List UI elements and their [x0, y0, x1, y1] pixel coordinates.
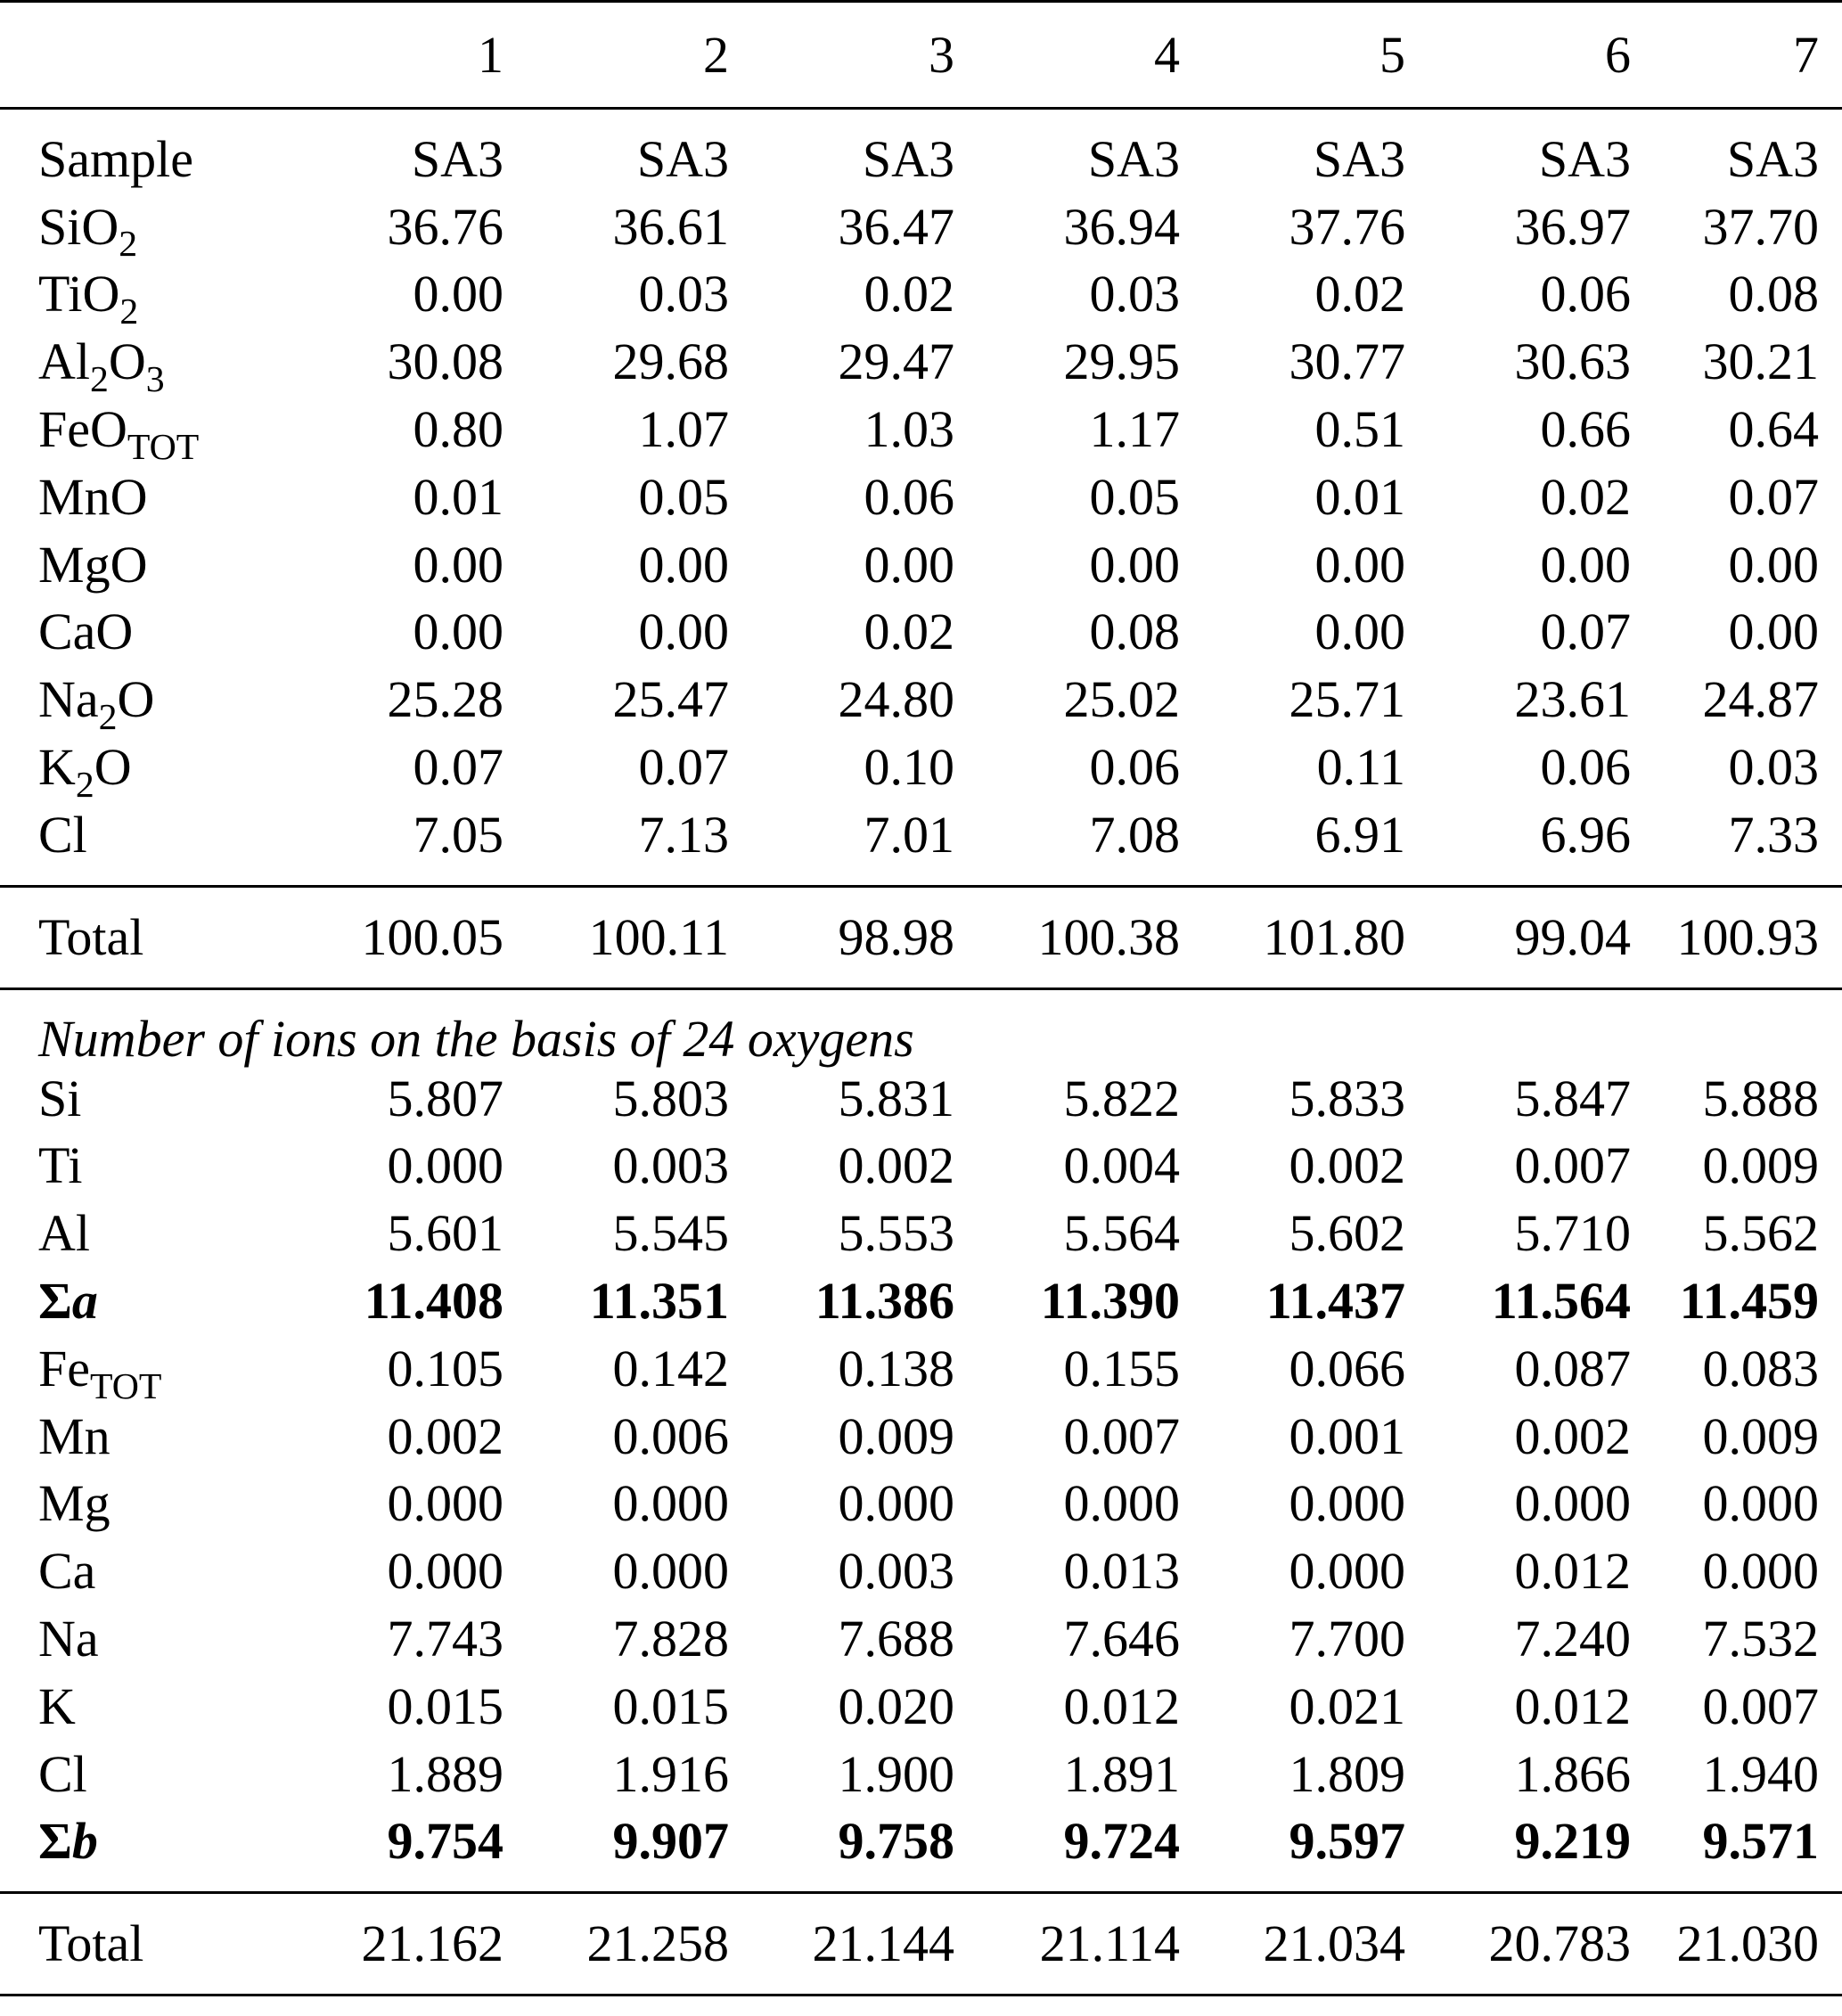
table-row	[0, 1335, 1842, 1403]
table-cell: 0.009	[1702, 1136, 1819, 1195]
table-cell: 1.940	[1702, 1744, 1819, 1803]
table-cell: 11.408	[364, 1272, 503, 1331]
table-cell: 7.532	[1702, 1610, 1819, 1668]
table-cell: 0.07	[413, 738, 503, 797]
row-label	[0, 1065, 278, 1133]
row-label	[0, 1471, 278, 1538]
table-cell: 0.015	[612, 1676, 729, 1735]
spacer	[0, 109, 1842, 127]
row-label	[0, 801, 278, 869]
row-label	[0, 1537, 278, 1605]
spacer	[0, 869, 1842, 887]
table-cell: 0.142	[612, 1339, 729, 1397]
table-row	[0, 261, 1842, 329]
table-cell: 24.80	[838, 670, 954, 729]
table-cell: 36.47	[838, 197, 954, 256]
table-cell: SA3	[1726, 129, 1819, 188]
table-cell: 0.03	[1728, 738, 1819, 797]
table-cell: 0.06	[864, 467, 954, 526]
table-cell: 100.11	[503, 886, 729, 988]
table-cell: 30.63	[1514, 332, 1631, 391]
label-subscript: 2	[119, 291, 139, 333]
column-header: 5	[1180, 2, 1405, 109]
table-cell: 7.01	[864, 805, 954, 864]
table-cell: 7.700	[1289, 1610, 1405, 1668]
table-cell: 0.00	[864, 535, 954, 594]
table-cell: 21.030	[1631, 1893, 1842, 1996]
label-main: Ca	[38, 1542, 96, 1601]
table-cell: 37.76	[1289, 197, 1405, 256]
label-main: Al	[38, 1204, 90, 1263]
table-cell: 5.710	[1514, 1204, 1631, 1263]
table-cell: 36.97	[1514, 197, 1631, 256]
table-cell: 9.754	[387, 1812, 503, 1871]
label-main: SiO	[38, 197, 119, 256]
table-row	[0, 599, 1842, 667]
table-cell: 0.000	[1289, 1474, 1405, 1533]
label-main: K	[38, 738, 76, 797]
label-subscript: 2	[119, 224, 138, 266]
table-cell: 0.066	[1289, 1339, 1405, 1397]
table-cell: 11.390	[1040, 1272, 1180, 1331]
table-cell: 0.00	[1314, 535, 1405, 594]
table-row	[0, 1403, 1842, 1471]
table-cell: 5.545	[612, 1204, 729, 1263]
spacer-row	[0, 1875, 1842, 1893]
table-cell: 100.38	[954, 886, 1180, 988]
label-subscript: 2	[98, 697, 118, 739]
row-label	[0, 733, 278, 806]
row-label	[0, 1267, 278, 1335]
table-cell: 36.94	[1063, 197, 1180, 256]
table-cell: 0.01	[1314, 467, 1405, 526]
table-row	[0, 1471, 1842, 1538]
row-label	[0, 1403, 278, 1471]
table-cell: 0.000	[1063, 1474, 1180, 1533]
row-label	[0, 1335, 278, 1407]
table-cell: 0.138	[838, 1339, 954, 1397]
table-cell: 0.000	[1702, 1542, 1819, 1601]
table-cell: 0.00	[413, 265, 503, 324]
table-row	[0, 463, 1842, 531]
table-cell: 0.02	[1314, 265, 1405, 324]
column-header: 2	[503, 2, 729, 109]
column-header: 6	[1405, 2, 1631, 109]
table-cell: 0.02	[864, 602, 954, 661]
table-cell: 5.822	[1063, 1069, 1180, 1127]
label-main: Mn	[38, 1406, 111, 1465]
table-cell: 0.009	[1702, 1406, 1819, 1465]
total-label: Total	[0, 886, 278, 988]
table-row	[0, 1065, 1842, 1133]
table-cell: SA3	[1538, 129, 1631, 188]
table-cell: 30.21	[1702, 332, 1819, 391]
row-label	[0, 463, 278, 531]
label-subscript: 2	[90, 359, 109, 401]
row-label	[0, 1673, 278, 1741]
table-cell: 9.219	[1514, 1812, 1631, 1871]
table-cell: 25.02	[1063, 670, 1180, 729]
table-cell: 1.03	[864, 400, 954, 459]
table-cell: 30.77	[1289, 332, 1405, 391]
table-cell: 1.891	[1063, 1744, 1180, 1803]
table-cell: 0.002	[387, 1406, 503, 1465]
table-cell: 0.012	[1514, 1676, 1631, 1735]
table-cell: 0.007	[1514, 1136, 1631, 1195]
spacer-row	[0, 869, 1842, 887]
table-cell: 1.17	[1089, 400, 1180, 459]
label-subscript: 2	[75, 764, 94, 806]
table-cell: SA3	[411, 129, 503, 188]
table-cell: 0.00	[638, 602, 729, 661]
table-cell: 0.009	[838, 1406, 954, 1465]
row-label	[0, 531, 278, 599]
table-cell: 1.916	[612, 1744, 729, 1803]
label-main: FeO	[38, 400, 127, 459]
table-cell: 0.00	[1089, 535, 1180, 594]
header-blank	[0, 2, 278, 109]
table-row	[0, 328, 1842, 396]
label-main: TiO	[38, 265, 120, 324]
table-cell: 0.012	[1063, 1676, 1180, 1735]
table-cell: 29.68	[612, 332, 729, 391]
table-cell: 0.000	[612, 1542, 729, 1601]
table-cell: 0.06	[1089, 738, 1180, 797]
sigma-symbol: Σ	[38, 1272, 72, 1331]
table-cell: 29.47	[838, 332, 954, 391]
label-tail: O	[108, 332, 146, 391]
row-label	[0, 396, 278, 468]
table-row	[0, 733, 1842, 801]
label-main: MgO	[38, 535, 148, 594]
row-label	[0, 1741, 278, 1808]
table-cell: 0.00	[1728, 535, 1819, 594]
table-cell: 0.08	[1728, 265, 1819, 324]
table-cell: 9.571	[1702, 1812, 1819, 1871]
table-row	[0, 193, 1842, 261]
table-cell: 5.888	[1702, 1069, 1819, 1127]
table-cell: 98.98	[729, 886, 954, 988]
label-main: Si	[38, 1069, 82, 1127]
table-cell: 0.020	[838, 1676, 954, 1735]
table-row	[0, 396, 1842, 463]
table-cell: 5.831	[838, 1069, 954, 1127]
table-row	[0, 1133, 1842, 1201]
table-cell: 0.64	[1728, 400, 1819, 459]
table-cell: 25.28	[387, 670, 503, 729]
oxide-total-row	[0, 886, 1842, 988]
table-cell: 0.10	[864, 738, 954, 797]
row-label	[0, 599, 278, 667]
table-cell: 9.907	[612, 1812, 729, 1871]
table-cell: 0.80	[413, 400, 503, 459]
table-cell: 37.70	[1702, 197, 1819, 256]
table-cell: 7.05	[413, 805, 503, 864]
table-cell: 0.00	[1728, 602, 1819, 661]
row-label	[0, 1200, 278, 1267]
table-cell: 0.00	[1314, 602, 1405, 661]
table-cell: 0.087	[1514, 1339, 1631, 1397]
table-cell: 1.900	[838, 1744, 954, 1803]
table-cell: 0.08	[1089, 602, 1180, 661]
table-cell: 0.06	[1540, 738, 1631, 797]
row-label	[0, 666, 278, 739]
table-cell: 0.000	[1514, 1474, 1631, 1533]
table-cell: 0.00	[1540, 535, 1631, 594]
table-row	[0, 1605, 1842, 1673]
ions-total-row	[0, 1893, 1842, 1996]
table-cell: 23.61	[1514, 670, 1631, 729]
label-tail: O	[117, 670, 155, 729]
spacer	[0, 1875, 1842, 1893]
table-cell: 0.083	[1702, 1339, 1819, 1397]
sum-variable: b	[71, 1812, 98, 1871]
table-cell: 21.258	[503, 1893, 729, 1996]
table-cell: 99.04	[1405, 886, 1631, 988]
table-cell: 0.000	[838, 1474, 954, 1533]
sum-variable: a	[71, 1272, 98, 1331]
table-cell: 7.13	[638, 805, 729, 864]
table-cell: 5.553	[838, 1204, 954, 1263]
row-label	[0, 328, 278, 401]
table-cell: 0.015	[387, 1676, 503, 1735]
table-cell: 7.08	[1089, 805, 1180, 864]
table-cell: SA3	[636, 129, 729, 188]
column-header: 1	[278, 2, 503, 109]
table-cell: 25.71	[1289, 670, 1405, 729]
table-cell: 0.105	[387, 1339, 503, 1397]
table-row	[0, 1673, 1842, 1741]
table-cell: 21.034	[1180, 1893, 1405, 1996]
table-cell: 7.688	[838, 1610, 954, 1668]
table-cell: 0.03	[638, 265, 729, 324]
column-header: 7	[1631, 2, 1842, 109]
table-cell: 0.002	[1514, 1406, 1631, 1465]
table-cell: 7.646	[1063, 1610, 1180, 1668]
table-cell: 21.144	[729, 1893, 954, 1996]
table-cell: SA3	[1313, 129, 1405, 188]
table-cell: 0.021	[1289, 1676, 1405, 1735]
table-cell: 101.80	[1180, 886, 1405, 988]
table-cell: 5.803	[612, 1069, 729, 1127]
table-cell: 0.000	[387, 1474, 503, 1533]
table-row	[0, 801, 1842, 869]
table-cell: 5.602	[1289, 1204, 1405, 1263]
label-subscript: TOT	[127, 426, 200, 468]
label-main: Al	[38, 332, 90, 391]
table-cell: 9.724	[1063, 1812, 1180, 1871]
table-cell: 0.00	[413, 602, 503, 661]
table-cell: 7.828	[612, 1610, 729, 1668]
label-main: CaO	[38, 602, 134, 661]
table-cell: 36.76	[387, 197, 503, 256]
table-cell: 0.11	[1316, 738, 1405, 797]
row-label	[0, 126, 278, 193]
label-main: Cl	[38, 805, 87, 864]
table-cell: 0.00	[638, 535, 729, 594]
sum-row	[0, 1267, 1842, 1335]
table-cell: 0.003	[838, 1542, 954, 1601]
table-row	[0, 531, 1842, 599]
table-cell: 5.564	[1063, 1204, 1180, 1263]
column-header: 4	[954, 2, 1180, 109]
table-cell: 9.597	[1289, 1812, 1405, 1871]
row-label	[0, 1133, 278, 1201]
table-cell: 0.013	[1063, 1542, 1180, 1601]
label-subscript: TOT	[90, 1365, 162, 1407]
label-tail: O	[94, 738, 132, 797]
table-cell: 0.03	[1089, 265, 1180, 324]
table-cell: 7.240	[1514, 1610, 1631, 1668]
table-cell: 0.007	[1702, 1676, 1819, 1735]
table-cell: 0.66	[1540, 400, 1631, 459]
table-row	[0, 126, 1842, 193]
table-cell: 0.00	[413, 535, 503, 594]
table-row	[0, 666, 1842, 733]
table-cell: 7.33	[1728, 805, 1819, 864]
column-header: 3	[729, 2, 954, 109]
spacer-row	[0, 109, 1842, 127]
label-main: K	[38, 1676, 76, 1735]
table-cell: 0.07	[1728, 467, 1819, 526]
table-cell: 0.51	[1314, 400, 1405, 459]
table-cell: 0.001	[1289, 1406, 1405, 1465]
label-main: Sample	[38, 129, 193, 188]
table-cell: 5.847	[1514, 1069, 1631, 1127]
table-cell: SA3	[1087, 129, 1180, 188]
table-cell: 36.61	[612, 197, 729, 256]
header-row	[0, 2, 1842, 109]
table-cell: 21.114	[954, 1893, 1180, 1996]
label-main: Fe	[38, 1339, 90, 1397]
table-cell: SA3	[862, 129, 954, 188]
table-cell: 0.000	[1702, 1474, 1819, 1533]
table-cell: 0.007	[1063, 1406, 1180, 1465]
table-cell: 29.95	[1063, 332, 1180, 391]
label-main: Na	[38, 670, 99, 729]
table-cell: 0.003	[612, 1136, 729, 1195]
table-cell: 1.889	[387, 1744, 503, 1803]
table-cell: 0.000	[612, 1474, 729, 1533]
label-main: Ti	[38, 1136, 83, 1195]
table-cell: 24.87	[1702, 670, 1819, 729]
table-cell: 0.07	[1540, 602, 1631, 661]
table-cell: 11.437	[1265, 1272, 1405, 1331]
table-cell: 0.004	[1063, 1136, 1180, 1195]
table-cell: 0.01	[413, 467, 503, 526]
row-label	[0, 1605, 278, 1673]
table-row	[0, 1200, 1842, 1267]
table-cell: 25.47	[612, 670, 729, 729]
table-cell: 0.000	[387, 1542, 503, 1601]
table-cell: 0.155	[1063, 1339, 1180, 1397]
table-cell: 7.743	[387, 1610, 503, 1668]
table-cell: 30.08	[387, 332, 503, 391]
table-cell: 100.05	[278, 886, 503, 988]
total-label: Total	[0, 1893, 278, 1996]
table-cell: 6.91	[1314, 805, 1405, 864]
table-cell: 11.564	[1491, 1272, 1631, 1331]
table-cell: 20.783	[1405, 1893, 1631, 1996]
table-cell: 100.93	[1631, 886, 1842, 988]
table-cell: 5.601	[387, 1204, 503, 1263]
sigma-symbol: Σ	[38, 1812, 72, 1871]
table-cell: 6.96	[1540, 805, 1631, 864]
table-cell: 9.758	[838, 1812, 954, 1871]
table-cell: 0.002	[1289, 1136, 1405, 1195]
table-cell: 0.07	[638, 738, 729, 797]
table-cell: 1.07	[638, 400, 729, 459]
table-cell: 0.006	[612, 1406, 729, 1465]
table-cell: 0.05	[638, 467, 729, 526]
table-cell: 5.833	[1289, 1069, 1405, 1127]
table-row	[0, 1741, 1842, 1808]
table-cell: 1.866	[1514, 1744, 1631, 1803]
table-cell: 11.351	[589, 1272, 729, 1331]
table-cell: 0.000	[387, 1136, 503, 1195]
table-cell: 0.012	[1514, 1542, 1631, 1601]
table-cell: 5.807	[387, 1069, 503, 1127]
table-cell: 0.05	[1089, 467, 1180, 526]
table-cell: 0.000	[1289, 1542, 1405, 1601]
label-subscript: 3	[145, 359, 165, 401]
table-cell: 11.386	[815, 1272, 954, 1331]
table-cell: 11.459	[1679, 1272, 1819, 1331]
table-row	[0, 1537, 1842, 1605]
label-main: Na	[38, 1610, 99, 1668]
label-main: Cl	[38, 1744, 87, 1803]
table-cell: 5.562	[1702, 1204, 1819, 1263]
row-label	[0, 193, 278, 266]
table-cell: 0.02	[864, 265, 954, 324]
table-cell: 1.809	[1289, 1744, 1405, 1803]
ions-caption: Number of ions on the basis of 24 oxygens	[38, 1009, 914, 1068]
ions-caption-row	[0, 988, 1842, 1065]
table-cell: 0.02	[1540, 467, 1631, 526]
row-label	[0, 261, 278, 333]
table-cell: 0.002	[838, 1136, 954, 1195]
table-cell: 0.06	[1540, 265, 1631, 324]
label-main: MnO	[38, 467, 148, 526]
label-main: Mg	[38, 1474, 111, 1533]
row-label	[0, 1808, 278, 1876]
sum-row	[0, 1808, 1842, 1876]
table-cell: 21.162	[278, 1893, 503, 1996]
